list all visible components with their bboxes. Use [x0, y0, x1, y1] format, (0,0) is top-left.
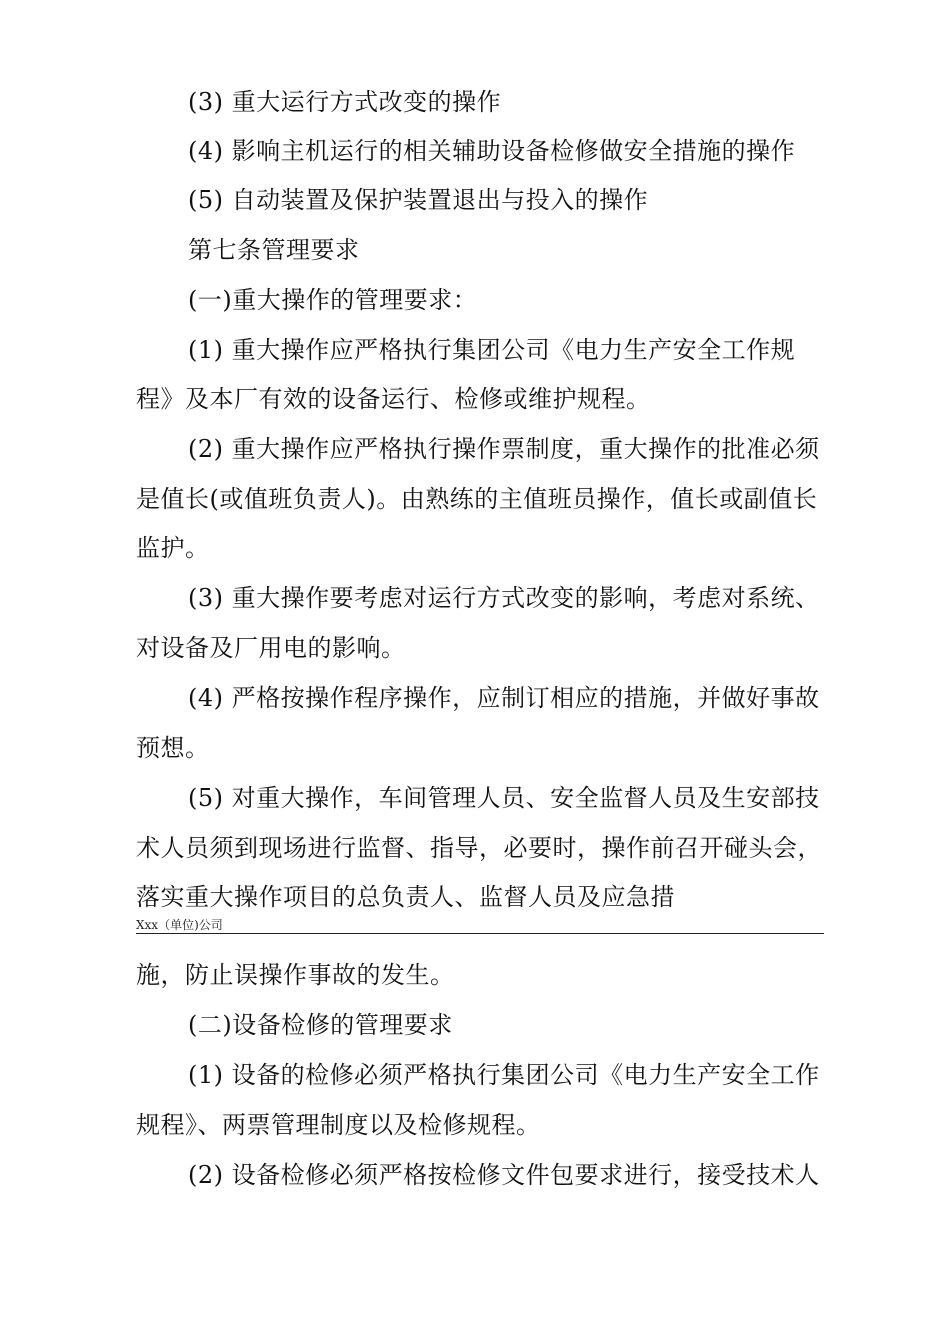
- paragraph-4-line-1: (4) 严格按操作程序操作，应制订相应的措施，并做好事故: [188, 684, 820, 712]
- paragraph-1-line-2: 程》及本厂有效的设备运行、检修或维护规程。: [136, 385, 651, 413]
- paragraph-6-line-2: 规程》、两票管理制度以及检修规程。: [136, 1111, 541, 1139]
- section-heading-1: (一)重大操作的管理要求：: [188, 286, 478, 314]
- paragraph-2-line-2: 是值长(或值班负责人)。由熟练的主值班员操作，值长或副值长: [136, 485, 818, 513]
- article-heading: 第七条管理要求: [188, 236, 360, 264]
- paragraph-2-line-3: 监护。: [136, 534, 210, 562]
- list-item-4: (4) 影响主机运行的相关辅助设备检修做安全措施的操作: [188, 137, 796, 165]
- paragraph-4-line-2: 预想。: [136, 734, 210, 762]
- paragraph-5-line-3: 落实重大操作项目的总负责人、监督人员及应急措: [136, 883, 675, 911]
- paragraph-5-line-1: (5) 对重大操作，车间管理人员、安全监督人员及生安部技: [188, 784, 820, 812]
- section-heading-2: (二)设备检修的管理要求: [188, 1011, 453, 1039]
- paragraph-3-line-1: (3) 重大操作要考虑对运行方式改变的影响，考虑对系统、: [188, 584, 820, 612]
- list-item-3: (3) 重大运行方式改变的操作: [188, 88, 502, 116]
- paragraph-1-line-1: (1) 重大操作应严格执行集团公司《电力生产安全工作规: [188, 336, 796, 364]
- paragraph-6-line-1: (1) 设备的检修必须严格执行集团公司《电力生产安全工作: [188, 1061, 820, 1089]
- paragraph-7-line-1: (2) 设备检修必须严格按检修文件包要求进行，接受技术人: [188, 1161, 820, 1189]
- paragraph-3-line-2: 对设备及厂用电的影响。: [136, 634, 406, 662]
- paragraph-5-line-2: 术人员须到现场进行监督、指导，必要时，操作前召开碰头会，: [136, 834, 822, 862]
- footer-divider: [136, 933, 824, 934]
- list-item-5: (5) 自动装置及保护装置退出与投入的操作: [188, 186, 649, 214]
- page-footer-company: Xxx（单位)公司: [136, 918, 223, 932]
- paragraph-2-line-1: (2) 重大操作应严格执行操作票制度，重大操作的批准必须: [188, 435, 820, 463]
- paragraph-5-line-4: 施，防止误操作事故的发生。: [136, 961, 455, 989]
